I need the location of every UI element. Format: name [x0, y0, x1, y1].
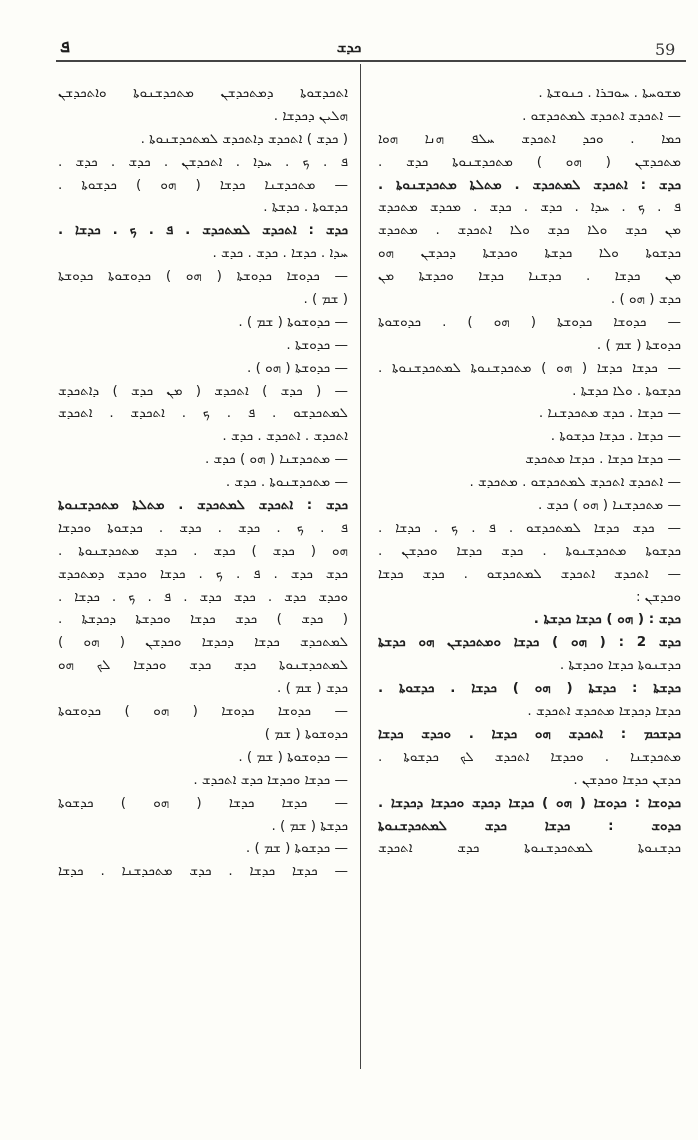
left-column — [58, 82, 348, 883]
dictionary-line: ܟܕܫܐ ܕܟܕܫܐ ܡܬܟܕܫ ܐܬܟܕܫ . — [527, 703, 681, 720]
dictionary-line: ܟܕܫ : ܐܬܟܕܫ ܠܡܬܟܕܫ . ܡܬܠܬܐ ܡܬܟܕܫܢܘܬܐ — [58, 497, 348, 514]
dictionary-line: — ܟܕܫܐ . ܟܕܫ ܡܬܟܕܫܢܐ . — [538, 405, 681, 422]
dictionary-line: ܡܢ ܟܕܫܐ . ܟܕܫܢܐ ܟܕܫܐ ܘܟܕܫܬܐ ܡܢ — [378, 268, 681, 285]
dictionary-line: ܡܬܟܕܫܢ ( ܗܘ ) ܡܬܟܕܫܢܘܬܐ ܟܕܫ . — [378, 153, 681, 170]
dictionary-line: ܦ . ܟ . ܚܕܐ . ܟܕܫ . ܟܕܫ . ܡܟܕܫ ܡܬܟܕܫ — [378, 199, 681, 216]
dictionary-line: — ܟܕܘܫܐ ܟܕܘܫܬܐ ( ܗܘ ) ܟܕܘܫܘܬܐ ܟܕܘܫܬܐ — [58, 268, 348, 285]
dictionary-line: ܗܘ ( ܟܕܫ ) ܟܕܫ . ܟܕܫ ܡܬܟܕܫܢܘܬܐ . — [58, 542, 348, 559]
dictionary-line: ܟܕܫ : ܐܬܟܕܫ ܠܡܬܟܕܫ . ܦ . ܟ . ܟܕܫܐ . — [58, 222, 348, 239]
dictionary-line: — ܟܕܫܐ ܟܕܫܐ . ܟܕܫܐ ܡܬܟܕܫ — [525, 451, 681, 468]
dictionary-line: — ܡܬܟܕܫܢܐ ܟܕܫܐ ( ܗܘ ) ܟܕܫܘܬܐ . — [58, 176, 348, 193]
dictionary-line: — ܐܬܟܕܫ ܐܬܟܕܫ ܠܡܬܟܕܫܘ . ܟܕܫ ܟܕܫܐ — [378, 565, 681, 582]
dictionary-line: ܟܕܫܟܡ : ܐܬܟܕܫ ܗܘ ܟܕܫܐ . ܘܟܕܫ ܟܕܫܐ — [378, 725, 681, 742]
dictionary-line: ܟܕܫ ( ܫܡ ) . — [277, 680, 348, 697]
dictionary-line: ܟܡܐ . ܘܟܕ ܐܬܟܕܫ ܚܠܦ ܗܢܐ ܗܘܐ — [378, 130, 681, 147]
dictionary-line: ܟܕܫ ( ܗܘ ) . — [610, 291, 681, 308]
dictionary-line: ܠܡܬܟܕܫܘ . ܦ . ܟ . ܐܬܟܕܫ . ܐܬܟܕܫ — [58, 405, 348, 422]
column-divider — [360, 64, 361, 1069]
dictionary-line: — ( ܟܕܫ ) ܐܬܟܕܫ ( ܡܢ ܟܕܫ ) ܕܐܬܟܕܫ — [58, 382, 348, 399]
dictionary-line: ܟܕܫܘܬܐ ܘܠܐ ܟܕܫܬܐ ܘܟܕܫܬܐ ܕܟܕܫܢ ܗܘ — [378, 245, 681, 262]
dictionary-line: ܟܕܫܘܬܐ . ܟܕܫܬܐ . — [263, 199, 348, 216]
dictionary-line: ܟܕܫܬܐ ( ܫܡ ) . — [271, 817, 348, 834]
dictionary-line: ܟܕܫܢܘܬܐ ܠܡܬܟܕܫܢܘܬܐ ܟܕܫ ܐܬܟܕܫ — [378, 840, 681, 857]
dictionary-line: ܦ . ܟ . ܟܕܫ . ܟܕܫ . ܟܕܫܘܬܐ ܘܟܕܫܐ — [58, 519, 348, 536]
dictionary-line: ܗܠܝܢ ܕܟܕܫܐ . — [273, 107, 348, 124]
dictionary-line: — ܟܕܘܫܬܐ ( ܗܘ ) . — [246, 359, 348, 376]
dictionary-line: — ܟܕܫܐ . ܟܕܫܐ ܟܕܫܘܬܐ . — [550, 428, 681, 445]
dictionary-line: ܟܕܫܬܐ : ܟܕܫܬܐ ( ܗܘ ) ܟܕܫܐ . ܟܕܫܘܬܐ . — [378, 680, 681, 697]
dictionary-line: — ܡܬܟܕܫܢܘܬܐ . ܟܕܫ . — [225, 474, 348, 491]
dictionary-line: ܟܕܫ : ܐܬܟܕܫ ܠܡܬܟܕܫ . ܡܬܠܬܐ ܡܬܟܕܫܢܘܬܐ . — [378, 176, 681, 193]
dictionary-line: — ܐܬܟܕܫ ܐܬܟܕܫ ܠܡܬܟܕܫܘ . ܡܬܟܕܫ . — [469, 474, 681, 491]
dictionary-line: — ܟܕܫ ܟܕܫܐ ܠܡܬܟܕܫܘ . ܦ . ܟ . ܟܕܫܐ . — [378, 519, 681, 536]
dictionary-line: — ܡܬܟܕܫܢܐ ( ܗܘ ) ܟܕܫ . — [537, 497, 681, 514]
dictionary-line: ܦ . ܟ . ܚܕܐ . ܐܬܟܕܫܢ . ܟܕܫ . ܟܕܫ . — [58, 153, 348, 170]
dictionary-line: ( ܫܡ ) . — [303, 291, 348, 308]
dictionary-line: — ܐܬܟܕܫ ܐܬܟܕܫ ܠܡܬܟܕܫܘ . — [522, 107, 681, 124]
dictionary-line: ܘܟܕܫܢ : — [635, 588, 681, 605]
dictionary-line: — ܡܬܟܕܫܢܐ ( ܗܘ ) ܟܕܫ . — [204, 451, 348, 468]
dictionary-line: ܡܫܘܚܬܐ . ܚܘܒܪܐ . ܟܢܘܫܬܐ . — [538, 85, 681, 101]
dictionary-line: ܟܕܫ : ( ܗܘ ) ܟܕܫܐ ܟܕܫܬܐ . — [533, 611, 681, 628]
dictionary-line: ܘܟܕܫ ܟܕܫ . ܟܕܫ ܟܕܫ . ܦ . ܟ . ܟܕܫܐ . — [58, 588, 348, 605]
dictionary-line: ܟܕܫܢ ܟܕܫܐ ܘܟܕܫܢ . — [573, 771, 681, 788]
right-column — [378, 82, 681, 860]
corner-mark: ܦ — [60, 36, 70, 57]
dictionary-line: — ܟܕܫܘܬܐ ( ܫܡ ) . — [245, 840, 348, 857]
dictionary-line: ܐܬܟܕܫܘܬܐ ܕܡܬܟܕܫܢ ܡܬܟܕܫܢܘܬܐ ܘܐܬܟܕܫܢ — [58, 85, 348, 101]
dictionary-line: ܟܕܫܘܬܐ ܡܬܟܕܫܢܘܬܐ . ܟܕܫ ܟܕܫܐ ܘܟܕܫܢ . — [378, 542, 681, 559]
header-rule — [56, 60, 686, 62]
dictionary-line: — ܟܕܘܫܐ ܟܕܘܫܬܐ ( ܗܘ ) . ܟܕܘܫܘܬܐ — [378, 313, 681, 330]
dictionary-line: ܟܕܫܘܬܐ . ܘܠܐ ܟܕܫܬܐ . — [572, 382, 681, 399]
dictionary-line: — ܟܕܫܐ ܟܕܫܐ . ܟܕܫ ܡܬܟܕܫܢܐ . ܟܕܫܐ — [58, 863, 348, 880]
dictionary-line: ܟܕܘܫܘܬܐ ( ܫܡ ) — [264, 725, 348, 742]
dictionary-line: ܠܡܬܟܕܫ ܟܕܫܐ ܕܟܕܫܐ ܘܟܕܫܢ ( ܗܘ ) — [58, 634, 348, 651]
dictionary-line: ܟܕܘܫܐ : ܟܕܘܫܐ ( ܗܘ ) ܟܕܫܐ ܕܟܕܫ ܘܟܕܫܐ ܕܟܕܫܐ . — [378, 794, 681, 811]
dictionary-line: — ܟܕܘܫܐ ܟܕܘܫܐ ( ܗܘ ) ܟܕܘܫܘܬܐ — [58, 703, 348, 720]
dictionary-line: ܟܕܘܫܬܐ ( ܫܡ ) . — [596, 336, 681, 353]
dictionary-line: ܟܕܫܢܘܬܐ ܟܕܫܐ ܘܟܕܫܬܐ . — [559, 657, 681, 674]
running-head: ܟܕܫ — [336, 38, 362, 56]
dictionary-line: ܚܕܐ . ܟܕܫܐ . ܟܕܫ . ܟܕܫ . — [212, 245, 348, 262]
dictionary-line: — ܟܕܘܫܘܬܐ ( ܫܡ ) . — [238, 313, 348, 330]
dictionary-line: ( ܟܕܫ ) ܐܬܟܕܫ ܕܐܬܟܕܫ ܠܡܬܟܕܫܢܘܬܐ . — [140, 130, 348, 147]
dictionary-line: ܟܕܘܫ : ܟܕܫܐ ܟܕܫ ܠܡܬܟܕܫܢܘܬܐ — [378, 817, 681, 834]
dictionary-line: ( ܟܕܫ ) ܟܕܫ ܟܕܫܐ ܘܟܕܫܬܐ ܕܟܕܫܬܐ . — [58, 611, 348, 628]
dictionary-line: ܠܡܬܟܕܫܢܘܬܐ ܟܕܫ ܟܕܫ ܘܟܕܫܐ ܠܟ ܗܘ — [58, 657, 348, 674]
dictionary-line: ܟܕܫ ܟܕܫ . ܦ . ܟ . ܟܕܫܐ ܘܟܕܫ ܕܡܬܟܕܫ — [58, 565, 348, 582]
dictionary-line: ܟܕܫ 2 : ( ܗܘ ) ܟܕܫܐ ܘܡܬܟܕܫܢ ܗܘ ܟܕܫܬܐ — [378, 634, 681, 651]
dictionary-line: ܐܬܟܕܫ . ܐܬܟܕܫ . ܟܕܫ . — [222, 428, 348, 445]
page-number: 59 — [655, 40, 676, 59]
dictionary-line: ܡܢ ܟܕܫ ܘܠܐ ܟܕܫ ܘܠܐ ܐܬܟܕܫ . ܡܬܟܕܫ — [378, 222, 681, 239]
dictionary-line: — ܟܕܫܐ ܟܕܫܐ ( ܗܘ ) ܡܬܟܕܫܢܘܬܐ ܠܡܬܟܕܫܢܘܬܐ . — [378, 359, 681, 376]
dictionary-line: ܡܬܟܕܫܢܐ . ܘܟܕܫܐ ܐܬܟܕܫ ܠܟ ܟܕܫܘܬܐ . — [378, 748, 681, 765]
page-header — [0, 0, 698, 80]
dictionary-line: — ܟܕܘܫܘܬܐ ( ܫܡ ) . — [238, 748, 348, 765]
dictionary-line: — ܟܕܘܫܬܐ . — [286, 336, 348, 353]
dictionary-line: — ܟܕܫܐ ܘܟܕܫܐ ܟܕܫ ܐܬܟܕܫ . — [193, 771, 348, 788]
dictionary-line: — ܟܕܫܐ ܟܕܫܐ ( ܗܘ ) ܟܕܫܘܬܐ — [58, 794, 348, 811]
